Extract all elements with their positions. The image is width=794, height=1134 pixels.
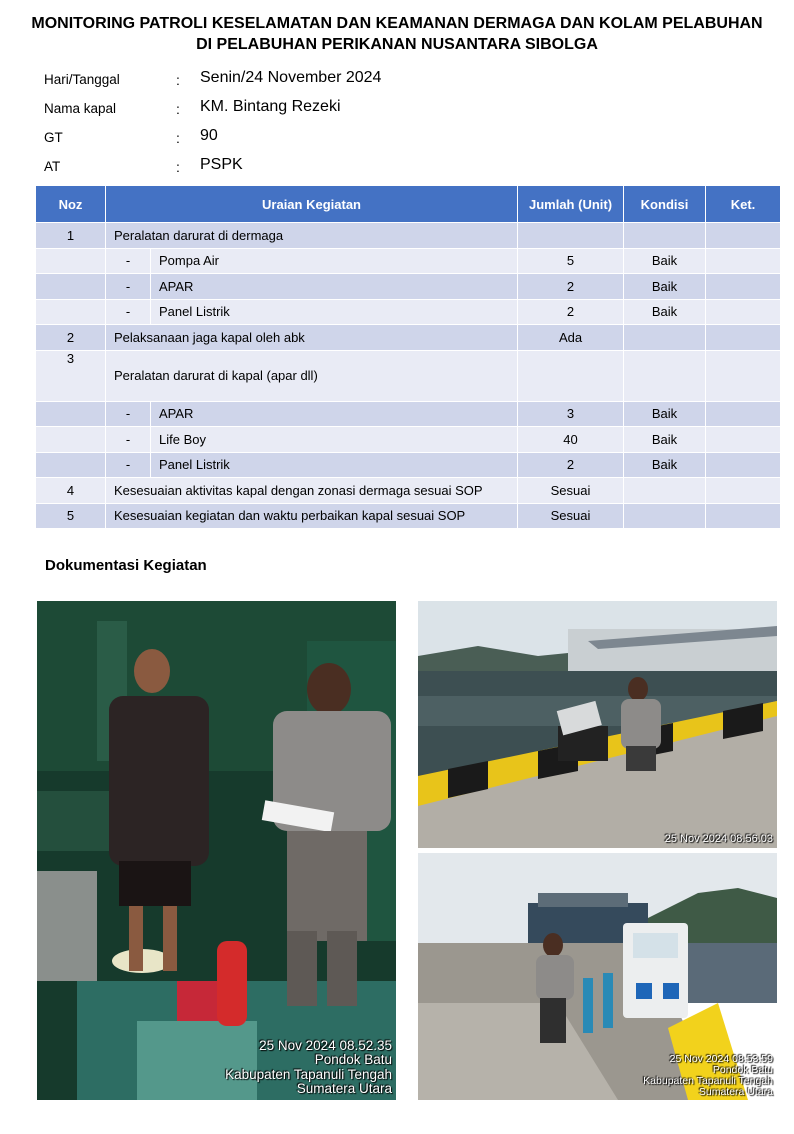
table-row [36, 350, 781, 401]
cell-kondisi: Baik [624, 274, 706, 300]
cell-kondisi: Baik [624, 401, 706, 427]
cell-jumlah: Sesuai [518, 503, 624, 529]
info-row-at [44, 155, 744, 179]
title-line-1: MONITORING PATROLI KESELAMATAN DAN KEAMANAN DERMAGA DAN KOLAM PELABUHAN [31, 15, 763, 32]
info-value: PSPK [200, 156, 243, 173]
cell-ket [706, 325, 781, 351]
cell-dash: - [106, 299, 151, 325]
cell-uraian: Pelaksanaan jaga kapal oleh abk [106, 325, 518, 351]
document-title [20, 13, 774, 55]
cell-jumlah: 2 [518, 274, 624, 300]
info-label: Nama kapal [44, 101, 117, 116]
cell-kondisi: Baik [624, 248, 706, 274]
table-row [36, 299, 781, 325]
cell-kondisi: Baik [624, 452, 706, 478]
cell-no [36, 427, 106, 453]
cell-uraian: Life Boy [151, 427, 518, 453]
cell-ket [706, 299, 781, 325]
cell-kondisi: Baik [624, 299, 706, 325]
cell-kondisi: Baik [624, 427, 706, 453]
info-row-date [44, 68, 744, 92]
table-header-row [36, 186, 781, 223]
monitoring-table [35, 185, 781, 529]
photo-ship-interior [37, 601, 396, 1100]
photo1-timestamp: 25 Nov 2024 08.52.35 Pondok Batu Kabupaten Tapanuli Tengah Sumatera Utara [225, 1038, 392, 1096]
table-row [36, 427, 781, 453]
table-row [36, 401, 781, 427]
cell-no: 2 [36, 325, 106, 351]
table-row [36, 503, 781, 529]
cell-uraian: Peralatan darurat di dermaga [106, 223, 518, 249]
photo-dock-inspection [418, 601, 777, 848]
cell-no [36, 299, 106, 325]
cell-uraian: Pompa Air [151, 248, 518, 274]
table-row [36, 274, 781, 300]
info-colon: : [176, 101, 180, 117]
info-row-gt [44, 126, 744, 150]
cell-ket [706, 478, 781, 504]
header-ket: Ket. [706, 186, 781, 223]
cell-ket [706, 248, 781, 274]
info-label: GT [44, 130, 63, 145]
cell-no [36, 274, 106, 300]
cell-ket [706, 503, 781, 529]
cell-jumlah: 2 [518, 299, 624, 325]
cell-jumlah: 3 [518, 401, 624, 427]
cell-no: 1 [36, 223, 106, 249]
cell-kondisi [624, 223, 706, 249]
info-colon: : [176, 130, 180, 146]
cell-uraian: APAR [151, 401, 518, 427]
table-row [36, 248, 781, 274]
cell-no: 5 [36, 503, 106, 529]
cell-kondisi [624, 350, 706, 401]
cell-ket [706, 452, 781, 478]
cell-kondisi [624, 503, 706, 529]
cell-dash: - [106, 248, 151, 274]
cell-no [36, 401, 106, 427]
cell-uraian: Panel Listrik [151, 299, 518, 325]
header-no: Noz [36, 186, 106, 223]
cell-ket [706, 223, 781, 249]
cell-kondisi [624, 325, 706, 351]
table-row [36, 452, 781, 478]
info-colon: : [176, 72, 180, 88]
info-value: KM. Bintang Rezeki [200, 98, 341, 115]
info-label: Hari/Tanggal [44, 72, 120, 87]
info-value: 90 [200, 127, 218, 144]
cell-uraian: Peralatan darurat di kapal (apar dll) [106, 350, 518, 401]
cell-jumlah: 2 [518, 452, 624, 478]
cell-uraian: Panel Listrik [151, 452, 518, 478]
table-row [36, 223, 781, 249]
photo3-timestamp: 25 Nov 2024 08.53.59 Pondok Batu Kabupaten Tapanuli Tengah Sumatera Utara [643, 1052, 773, 1098]
cell-kondisi [624, 478, 706, 504]
cell-dash: - [106, 274, 151, 300]
cell-ket [706, 427, 781, 453]
cell-jumlah [518, 223, 624, 249]
cell-uraian: Kesesuaian kegiatan dan waktu perbaikan kapal sesuai SOP [106, 503, 518, 529]
photo-dock-pump [418, 853, 777, 1100]
cell-no: 4 [36, 478, 106, 504]
cell-dash: - [106, 401, 151, 427]
header-uraian: Uraian Kegiatan [106, 186, 518, 223]
cell-dash: - [106, 427, 151, 453]
header-jumlah: Jumlah (Unit) [518, 186, 624, 223]
documentation-title: Dokumentasi Kegiatan [45, 557, 207, 574]
cell-no [36, 248, 106, 274]
cell-jumlah: 5 [518, 248, 624, 274]
table-row [36, 478, 781, 504]
cell-uraian: Kesesuaian aktivitas kapal dengan zonasi dermaga sesuai SOP [106, 478, 518, 504]
cell-no: 3 [36, 350, 106, 401]
title-line-2: DI PELABUHAN PERIKANAN NUSANTARA SIBOLGA [196, 36, 598, 53]
cell-ket [706, 401, 781, 427]
cell-ket [706, 350, 781, 401]
cell-uraian: APAR [151, 274, 518, 300]
cell-no [36, 452, 106, 478]
photo2-timestamp: 25 Nov 2024 08.56.03 [664, 833, 773, 846]
info-label: AT [44, 159, 61, 174]
cell-ket [706, 274, 781, 300]
table-row [36, 325, 781, 351]
cell-jumlah: Sesuai [518, 478, 624, 504]
info-row-ship-name [44, 97, 744, 121]
cell-jumlah: 40 [518, 427, 624, 453]
cell-jumlah [518, 350, 624, 401]
info-colon: : [176, 159, 180, 175]
header-kondisi: Kondisi [624, 186, 706, 223]
cell-dash: - [106, 452, 151, 478]
info-value: Senin/24 November 2024 [200, 69, 382, 86]
cell-jumlah: Ada [518, 325, 624, 351]
